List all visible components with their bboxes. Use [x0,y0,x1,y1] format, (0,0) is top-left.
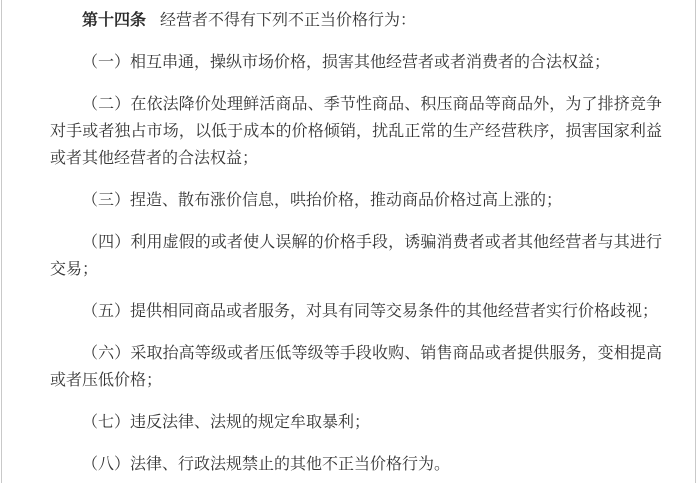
item-label: （二） [82,96,131,113]
item-label: （八） [82,456,131,473]
item-label: （五） [82,303,131,320]
article-heading [50,7,662,34]
item-text: 利用虚假的或者使人误解的价格手段，诱骗消费者或者其他经营者与其进行交易； [50,234,662,278]
item-label: （六） [82,345,131,362]
item-text: 捏造、散布涨价信息，哄抬价格，推动商品价格过高上涨的； [130,192,563,209]
item-label: （七） [82,414,131,431]
article-item [50,451,662,478]
item-text: 法律、行政法规禁止的其他不正当价格行为。 [130,456,451,473]
article-item [50,187,662,214]
item-label: （四） [82,234,131,251]
item-text: 相互串通，操纵市场价格，损害其他经营者或者消费者的合法权益； [130,54,611,71]
article-item [50,229,662,283]
item-text: 违反法律、法规的规定牟取暴利； [130,414,371,431]
article-item [50,298,662,325]
article-intro: 经营者不得有下列不正当价格行为： [160,12,417,29]
item-text: 提供相同商品或者服务，对具有同等交易条件的其他经营者实行价格歧视； [130,303,659,320]
article-number: 第十四条 [82,12,147,29]
document-page [1,0,696,483]
article-item [50,49,662,76]
item-text: 采取抬高等级或者压低等级等手段收购、销售商品或者提供服务，变相提高或者压低价格； [50,345,662,389]
item-label: （一） [82,54,131,71]
article-item [50,91,662,172]
item-text: 在依法降价处理鲜活商品、季节性商品、积压商品等商品外，为了排挤竞争对手或者独占市场，以低于成本的价格倾销，扰乱正常的生产经营秩序，损害国家利益或者其他经营者的合法权益； [50,96,662,167]
item-label: （三） [82,192,131,209]
article-item [50,340,662,394]
article-item [50,409,662,436]
